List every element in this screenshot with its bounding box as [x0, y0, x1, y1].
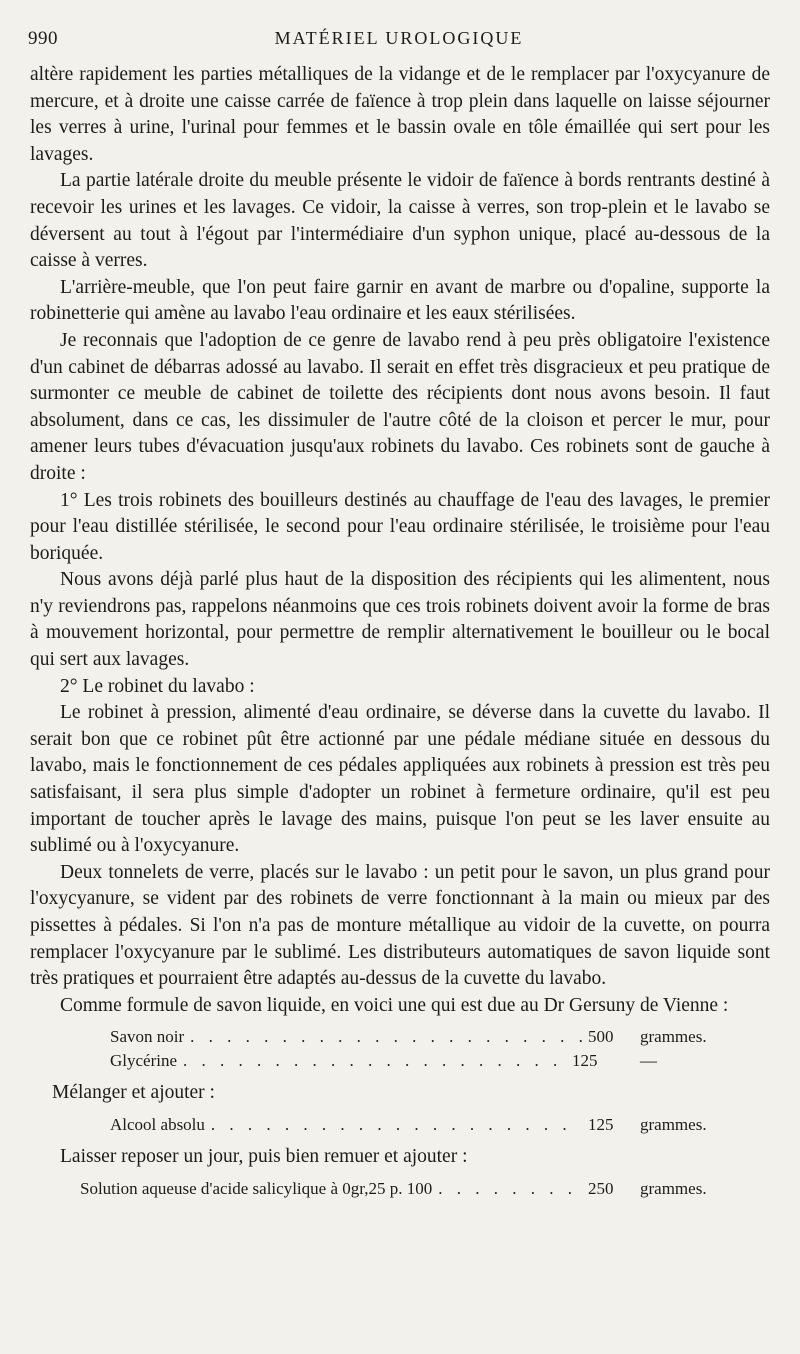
- ingredient-name: Solution aqueuse d'acide salicylique à 0gr,25 p. 100: [80, 1179, 433, 1199]
- ingredient-name: Glycérine: [110, 1051, 178, 1071]
- ingredient-unit: grammes.: [640, 1179, 707, 1199]
- paragraph: Je reconnais que l'adoption de ce genre de lavabo rend à peu près obligatoire l'existence d'un cabinet de débarras adossé au lavabo. Il serait en effet très disgracieux et peu pratique de surmonter ce meuble de cabinet de toilette des récipients dont nous avons besoin. Il faut absolument, dans ce cas, les dissimuler de l'autre côté de la cloison et percer le mur, pour amener leurs tubes d'évacuation jusqu'aux robinets du lavabo. Ces robinets sont de gauche à droite :: [30, 329, 770, 484]
- recipe-ingredients-1: [30, 1025, 770, 1073]
- paragraph: 1° Les trois robinets des bouilleurs destinés au chauffage de l'eau des lavages, le premier pour l'eau distillée stérilisée, le second pour l'eau ordinaire stérilisée, le troisième pour l'eau boriquée.: [30, 489, 770, 564]
- recipe-row: [30, 1177, 770, 1201]
- paragraph: Comme formule de savon liquide, en voici une qui est due au Dr Gersuny de Vienne :: [60, 994, 729, 1016]
- paragraph: L'arrière-meuble, que l'on peut faire garnir en avant de marbre ou d'opaline, supporte la robinetterie qui amène au lavabo l'eau ordinaire et les eaux stérilisées.: [30, 276, 770, 325]
- paragraph: La partie latérale droite du meuble présente le vidoir de faïence à bords rentrants destiné à recevoir les urines et les lavages. Ce vidoir, la caisse à verres, son trop-plein et le lavabo se déversent au tout à l'égout par l'intermédiaire d'un syphon unique, placé au-dessous de la caisse à verres.: [30, 170, 770, 272]
- page-header: [28, 28, 770, 56]
- dot-leader: [190, 1025, 582, 1049]
- recipe-step: Mélanger et ajouter :: [52, 1082, 215, 1104]
- body-text: [30, 62, 770, 1207]
- dot-leader: [183, 1049, 566, 1073]
- ingredient-quantity: 250: [588, 1179, 614, 1199]
- recipe-row: [30, 1049, 770, 1073]
- ingredient-name: Alcool absolu: [110, 1115, 205, 1135]
- recipe-ingredients-3: [30, 1177, 770, 1201]
- paragraph: Deux tonnelets de verre, placés sur le lavabo : un petit pour le savon, un plus grand pour l'oxycyanure, se vident par des robinets de verre fonctionnant à la main ou mieux par des pissettes à pédales. Si l'on n'a pas de monture métallique au vidoir de la cuvette, on pourra remplacer l'oxycyanure par le sublimé. Les distributeurs automatiques de savon liquide sont très pratiques et pourraient être adaptés au-dessus de la cuvette du lavabo.: [30, 861, 770, 990]
- running-title: MATÉRIEL UROLOGIQUE: [274, 28, 524, 48]
- paragraph: 2° Le robinet du lavabo :: [60, 675, 255, 697]
- ingredient-unit: grammes.: [640, 1115, 707, 1135]
- ingredient-unit: —: [640, 1051, 657, 1071]
- paragraph: Nous avons déjà parlé plus haut de la disposition des récipients qui les alimentent, nous n'y reviendrons pas, rappelons néanmoins que ces trois robinets doivent avoir la forme de bras à mouvement horizontal, pour permettre de remplir alternativement le bouilleur ou le bocal qui sert aux lavages.: [30, 569, 770, 671]
- dot-leader: [211, 1113, 582, 1137]
- recipe-row: [30, 1113, 770, 1137]
- recipe-step: Laisser reposer un jour, puis bien remuer et ajouter :: [60, 1146, 468, 1168]
- dot-leader: [438, 1177, 582, 1201]
- ingredient-quantity: 500: [588, 1027, 614, 1047]
- recipe-ingredients-2: [30, 1113, 770, 1137]
- paragraph: altère rapidement les parties métalliques de la vidange et de le remplacer par l'oxycyanure de mercure, et à droite une caisse carrée de faïence à trop plein dans laquelle on laisse séjourner les verres à urine, l'urinal pour femmes et le bassin ovale en tôle émaillée qui sert pour les lavages.: [30, 64, 770, 165]
- page-number: 990: [28, 28, 58, 49]
- ingredient-quantity: 125: [588, 1115, 614, 1135]
- ingredient-name: Savon noir: [110, 1027, 185, 1047]
- recipe-row: [30, 1025, 770, 1049]
- ingredient-unit: grammes.: [640, 1027, 707, 1047]
- paragraph: Le robinet à pression, alimenté d'eau ordinaire, se déverse dans la cuvette du lavabo. Il serait bon que ce robinet pût être actionné par une pédale médiane située en dessous du lavabo, mais le fonctionnement de ces pédales appliquées aux robinets à pression est très peu satisfaisant, il sera plus simple d'adopter un robinet à fermeture ordinaire, qu'il est peu important de toucher après le lavage des mains, puisque l'on peut se les laver ensuite au sublimé ou à l'oxycyanure.: [30, 702, 770, 857]
- ingredient-quantity: 125: [572, 1051, 598, 1071]
